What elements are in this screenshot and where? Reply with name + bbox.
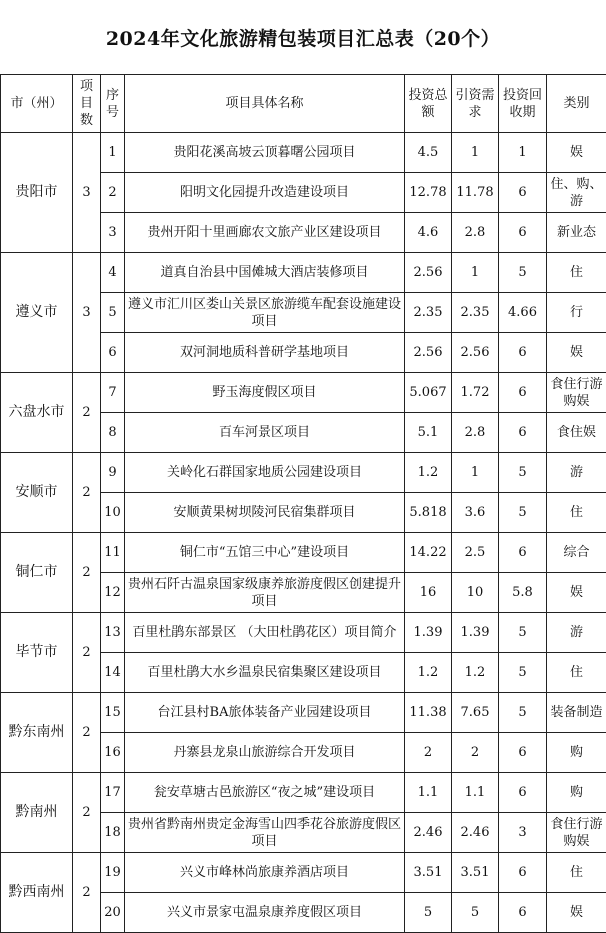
cell-need: 1.1 bbox=[452, 773, 499, 813]
cell-invest: 2 bbox=[405, 733, 452, 773]
cell-city: 遵义市 bbox=[1, 253, 73, 373]
cell-seq: 15 bbox=[101, 693, 125, 733]
header-count: 项目数 bbox=[73, 75, 101, 133]
cell-invest: 5 bbox=[405, 893, 452, 933]
cell-count: 3 bbox=[73, 133, 101, 253]
table-title: 2024年文化旅游精包装项目汇总表（20个） bbox=[0, 0, 606, 74]
cell-invest: 2.46 bbox=[405, 813, 452, 853]
cell-invest: 14.22 bbox=[405, 533, 452, 573]
cell-city: 铜仁市 bbox=[1, 533, 73, 613]
cell-invest: 1.2 bbox=[405, 453, 452, 493]
cell-invest: 5.1 bbox=[405, 413, 452, 453]
cell-need: 3.51 bbox=[452, 853, 499, 893]
cell-invest: 4.5 bbox=[405, 133, 452, 173]
cell-name: 百车河景区项目 bbox=[125, 413, 405, 453]
cell-name: 双河洞地质科普研学基地项目 bbox=[125, 333, 405, 373]
cell-payback: 5.8 bbox=[499, 573, 547, 613]
cell-invest: 2.56 bbox=[405, 253, 452, 293]
cell-city: 黔西南州 bbox=[1, 853, 73, 933]
cell-name: 贵州石阡古温泉国家级康养旅游度假区创建提升项目 bbox=[125, 573, 405, 613]
cell-seq: 1 bbox=[101, 133, 125, 173]
cell-name: 关岭化石群国家地质公园建设项目 bbox=[125, 453, 405, 493]
cell-category: 综合 bbox=[547, 533, 606, 573]
cell-count: 3 bbox=[73, 253, 101, 373]
cell-need: 11.78 bbox=[452, 173, 499, 213]
cell-invest: 1.39 bbox=[405, 613, 452, 653]
cell-need: 1.39 bbox=[452, 613, 499, 653]
cell-name: 铜仁市“五馆三中心”建设项目 bbox=[125, 533, 405, 573]
cell-count: 2 bbox=[73, 773, 101, 853]
cell-count: 2 bbox=[73, 853, 101, 933]
cell-payback: 6 bbox=[499, 173, 547, 213]
cell-name: 百里杜鹃大水乡温泉民宿集聚区建设项目 bbox=[125, 653, 405, 693]
cell-payback: 6 bbox=[499, 853, 547, 893]
cell-payback: 5 bbox=[499, 253, 547, 293]
header-name: 项目具体名称 bbox=[125, 75, 405, 133]
cell-name: 兴义市景家屯温泉康养度假区项目 bbox=[125, 893, 405, 933]
cell-name: 台江县村BA旅体装备产业园建设项目 bbox=[125, 693, 405, 733]
cell-invest: 1.1 bbox=[405, 773, 452, 813]
cell-category: 游 bbox=[547, 453, 606, 493]
cell-payback: 6 bbox=[499, 213, 547, 253]
cell-need: 1.2 bbox=[452, 653, 499, 693]
cell-category: 住 bbox=[547, 493, 606, 533]
cell-need: 1.72 bbox=[452, 373, 499, 413]
cell-need: 2.46 bbox=[452, 813, 499, 853]
cell-seq: 3 bbox=[101, 213, 125, 253]
cell-seq: 20 bbox=[101, 893, 125, 933]
header-city: 市（州） bbox=[1, 75, 73, 133]
cell-invest: 12.78 bbox=[405, 173, 452, 213]
cell-city: 贵阳市 bbox=[1, 133, 73, 253]
table-row bbox=[1, 373, 606, 413]
cell-name: 贵阳花溪高坡云顶暮曙公园项目 bbox=[125, 133, 405, 173]
header-row bbox=[1, 75, 606, 133]
cell-seq: 8 bbox=[101, 413, 125, 453]
cell-payback: 6 bbox=[499, 893, 547, 933]
cell-name: 道真自治县中国傩城大酒店装修项目 bbox=[125, 253, 405, 293]
cell-seq: 2 bbox=[101, 173, 125, 213]
cell-category: 娱 bbox=[547, 573, 606, 613]
cell-category: 食住行游购娱 bbox=[547, 373, 606, 413]
cell-payback: 6 bbox=[499, 773, 547, 813]
cell-payback: 4.66 bbox=[499, 293, 547, 333]
table-row bbox=[1, 693, 606, 733]
header-category: 类别 bbox=[547, 75, 606, 133]
cell-category: 住、购、游 bbox=[547, 173, 606, 213]
cell-category: 游 bbox=[547, 613, 606, 653]
cell-payback: 5 bbox=[499, 693, 547, 733]
cell-seq: 11 bbox=[101, 533, 125, 573]
cell-need: 2 bbox=[452, 733, 499, 773]
cell-payback: 3 bbox=[499, 813, 547, 853]
cell-seq: 14 bbox=[101, 653, 125, 693]
cell-count: 2 bbox=[73, 373, 101, 453]
cell-category: 住 bbox=[547, 853, 606, 893]
cell-seq: 7 bbox=[101, 373, 125, 413]
cell-need: 2.5 bbox=[452, 533, 499, 573]
cell-invest: 1.2 bbox=[405, 653, 452, 693]
header-invest: 投资总额 bbox=[405, 75, 452, 133]
table-row bbox=[1, 853, 606, 893]
cell-seq: 18 bbox=[101, 813, 125, 853]
cell-invest: 2.56 bbox=[405, 333, 452, 373]
header-need: 引资需求 bbox=[452, 75, 499, 133]
cell-invest: 16 bbox=[405, 573, 452, 613]
cell-city: 六盘水市 bbox=[1, 373, 73, 453]
cell-category: 住 bbox=[547, 653, 606, 693]
cell-count: 2 bbox=[73, 613, 101, 693]
cell-count: 2 bbox=[73, 693, 101, 773]
cell-city: 毕节市 bbox=[1, 613, 73, 693]
cell-category: 娱 bbox=[547, 893, 606, 933]
cell-category: 行 bbox=[547, 293, 606, 333]
cell-need: 1 bbox=[452, 453, 499, 493]
cell-name: 遵义市汇川区娄山关景区旅游缆车配套设施建设项目 bbox=[125, 293, 405, 333]
cell-need: 1 bbox=[452, 133, 499, 173]
cell-name: 贵州开阳十里画廊农文旅产业区建设项目 bbox=[125, 213, 405, 253]
cell-category: 食住娱 bbox=[547, 413, 606, 453]
cell-payback: 5 bbox=[499, 493, 547, 533]
cell-seq: 19 bbox=[101, 853, 125, 893]
table-row bbox=[1, 773, 606, 813]
cell-city: 安顺市 bbox=[1, 453, 73, 533]
cell-invest: 11.38 bbox=[405, 693, 452, 733]
cell-payback: 1 bbox=[499, 133, 547, 173]
cell-need: 7.65 bbox=[452, 693, 499, 733]
cell-count: 2 bbox=[73, 453, 101, 533]
cell-category: 购 bbox=[547, 773, 606, 813]
header-payback: 投资回收期 bbox=[499, 75, 547, 133]
cell-name: 安顺黄果树坝陵河民宿集群项目 bbox=[125, 493, 405, 533]
cell-name: 丹寨县龙泉山旅游综合开发项目 bbox=[125, 733, 405, 773]
cell-name: 瓮安草塘古邑旅游区“夜之城”建设项目 bbox=[125, 773, 405, 813]
table-row bbox=[1, 453, 606, 493]
cell-seq: 12 bbox=[101, 573, 125, 613]
cell-seq: 6 bbox=[101, 333, 125, 373]
cell-need: 5 bbox=[452, 893, 499, 933]
cell-need: 1 bbox=[452, 253, 499, 293]
cell-need: 2.8 bbox=[452, 413, 499, 453]
cell-invest: 5.818 bbox=[405, 493, 452, 533]
table-row bbox=[1, 533, 606, 573]
cell-category: 购 bbox=[547, 733, 606, 773]
cell-city: 黔东南州 bbox=[1, 693, 73, 773]
project-summary-table bbox=[0, 74, 606, 933]
cell-seq: 4 bbox=[101, 253, 125, 293]
cell-invest: 3.51 bbox=[405, 853, 452, 893]
cell-need: 2.35 bbox=[452, 293, 499, 333]
cell-payback: 6 bbox=[499, 533, 547, 573]
cell-payback: 6 bbox=[499, 733, 547, 773]
cell-invest: 5.067 bbox=[405, 373, 452, 413]
cell-city: 黔南州 bbox=[1, 773, 73, 853]
cell-category: 食住行游购娱 bbox=[547, 813, 606, 853]
cell-payback: 6 bbox=[499, 333, 547, 373]
cell-category: 娱 bbox=[547, 133, 606, 173]
cell-invest: 2.35 bbox=[405, 293, 452, 333]
table-body bbox=[1, 133, 606, 933]
table-row bbox=[1, 253, 606, 293]
cell-name: 百里杜鹃东部景区 （大田杜鹃花区）项目简介 bbox=[125, 613, 405, 653]
table-row bbox=[1, 613, 606, 653]
cell-payback: 5 bbox=[499, 653, 547, 693]
cell-need: 10 bbox=[452, 573, 499, 613]
cell-need: 3.6 bbox=[452, 493, 499, 533]
cell-category: 住 bbox=[547, 253, 606, 293]
table-row bbox=[1, 133, 606, 173]
cell-seq: 5 bbox=[101, 293, 125, 333]
cell-category: 装备制造 bbox=[547, 693, 606, 733]
cell-count: 2 bbox=[73, 533, 101, 613]
cell-seq: 16 bbox=[101, 733, 125, 773]
cell-seq: 9 bbox=[101, 453, 125, 493]
cell-need: 2.8 bbox=[452, 213, 499, 253]
cell-need: 2.56 bbox=[452, 333, 499, 373]
cell-category: 娱 bbox=[547, 333, 606, 373]
cell-payback: 6 bbox=[499, 373, 547, 413]
cell-payback: 5 bbox=[499, 453, 547, 493]
cell-name: 阳明文化园提升改造建设项目 bbox=[125, 173, 405, 213]
cell-seq: 10 bbox=[101, 493, 125, 533]
cell-payback: 6 bbox=[499, 413, 547, 453]
cell-category: 新业态 bbox=[547, 213, 606, 253]
cell-invest: 4.6 bbox=[405, 213, 452, 253]
cell-seq: 13 bbox=[101, 613, 125, 653]
cell-name: 野玉海度假区项目 bbox=[125, 373, 405, 413]
cell-name: 兴义市峰林尚旅康养酒店项目 bbox=[125, 853, 405, 893]
cell-seq: 17 bbox=[101, 773, 125, 813]
header-seq: 序号 bbox=[101, 75, 125, 133]
cell-name: 贵州省黔南州贵定金海雪山四季花谷旅游度假区项目 bbox=[125, 813, 405, 853]
cell-payback: 5 bbox=[499, 613, 547, 653]
